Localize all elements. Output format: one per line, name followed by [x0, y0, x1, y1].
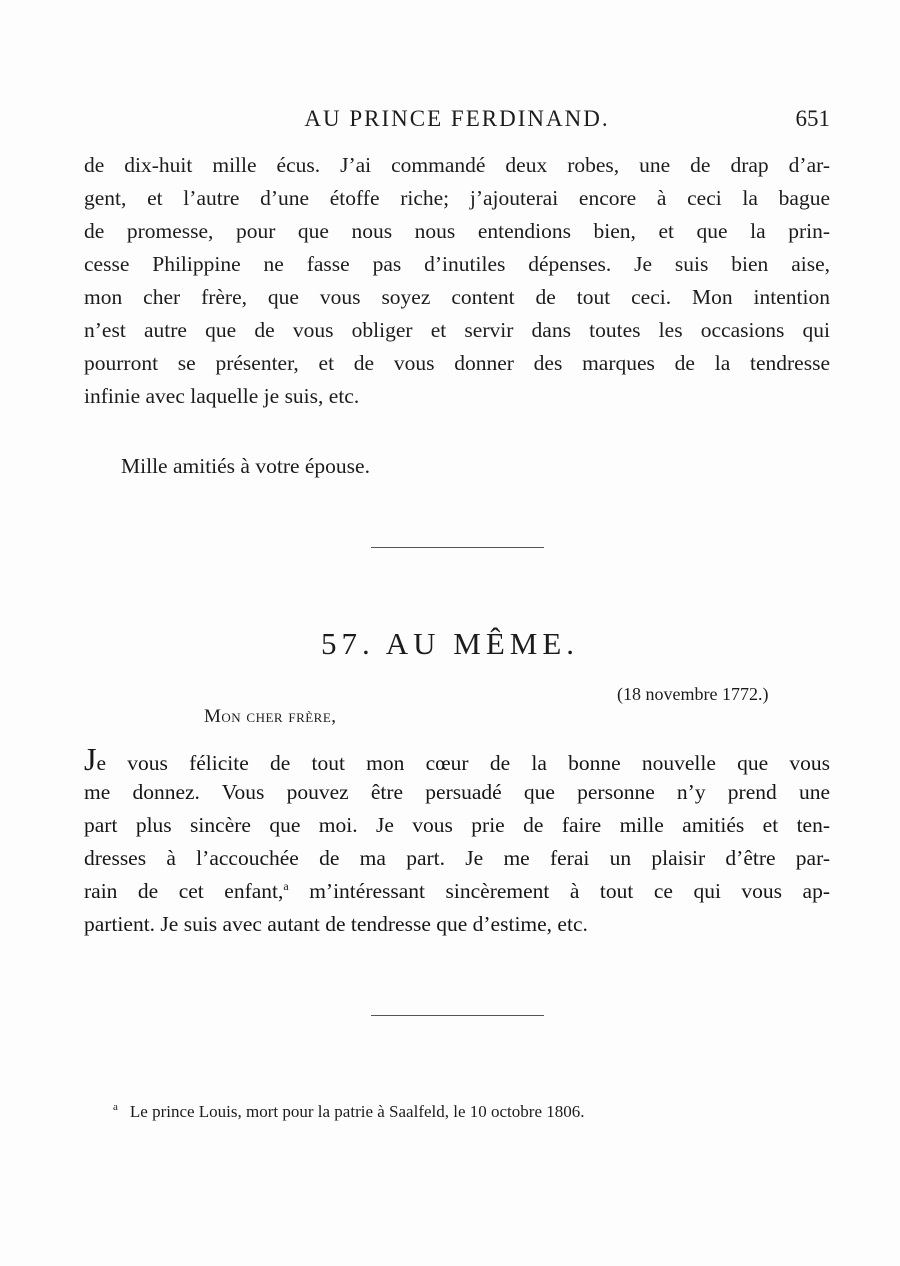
- text-line: pourront se présenter, et de vous donner des marques de la tendresse: [84, 351, 830, 375]
- footnote-reference[interactable]: a: [283, 878, 289, 893]
- text-line: cesse Philippine ne fasse pas d’inutiles dépenses. Je suis bien aise,: [84, 252, 830, 276]
- letter-date: (18 novembre 1772.): [617, 684, 769, 704]
- text-line: partient. Je suis avec autant de tendresse que d’estime, etc.: [84, 912, 588, 936]
- section-divider: [371, 1015, 544, 1016]
- letter-56-body: [84, 149, 830, 413]
- text-line: n’est autre que de vous obliger et servir dans toutes les occasions qui: [84, 318, 830, 342]
- section-divider: [371, 547, 544, 548]
- footnote-mark: a: [113, 1101, 118, 1114]
- text-line: de dix-huit mille écus. J’ai commandé deux robes, une de drap d’ar-: [84, 153, 830, 177]
- text-line: [84, 875, 830, 908]
- text-line: de promesse, pour que nous nous entendions bien, et que la prin-: [84, 219, 830, 243]
- letter-57-body: [84, 743, 830, 941]
- text-line: [84, 743, 830, 776]
- salutation: Mon cher frère,: [204, 706, 337, 727]
- postscript: Mille amitiés à votre épouse.: [121, 454, 370, 478]
- page-number: 651: [795, 106, 830, 131]
- letter-heading: 57. AU MÊME.: [320, 626, 580, 661]
- text-line: part plus sincère que moi. Je vous prie de faire mille amitiés et ten-: [84, 813, 830, 837]
- footnote-text: Le prince Louis, mort pour la patrie à Saalfeld, le 10 octobre 1806.: [129, 1102, 585, 1121]
- dropcap: J: [84, 741, 97, 777]
- text-line: gent, et l’autre d’une étoffe riche; j’ajouterai encore à ceci la bague: [84, 186, 830, 210]
- text-line-rest: e vous félicite de tout mon cœur de la bonne nouvelle que vous: [96, 751, 830, 775]
- footnote: [113, 1102, 585, 1122]
- text-line-part: rain de cet enfant,: [84, 879, 284, 903]
- running-head: [84, 106, 830, 136]
- text-line: me donnez. Vous pouvez être persuadé que personne n’y prend une: [84, 780, 830, 804]
- text-line: infinie avec laquelle je suis, etc.: [84, 384, 360, 408]
- running-title: AU PRINCE FERDINAND.: [304, 106, 610, 131]
- text-line-part: m’intéressant sincèrement à tout ce qui vous ap-: [288, 879, 831, 903]
- text-line: dresses à l’accouchée de ma part. Je me ferai un plaisir d’être par-: [84, 846, 830, 870]
- text-line: mon cher frère, que vous soyez content de tout ceci. Mon intention: [84, 285, 830, 309]
